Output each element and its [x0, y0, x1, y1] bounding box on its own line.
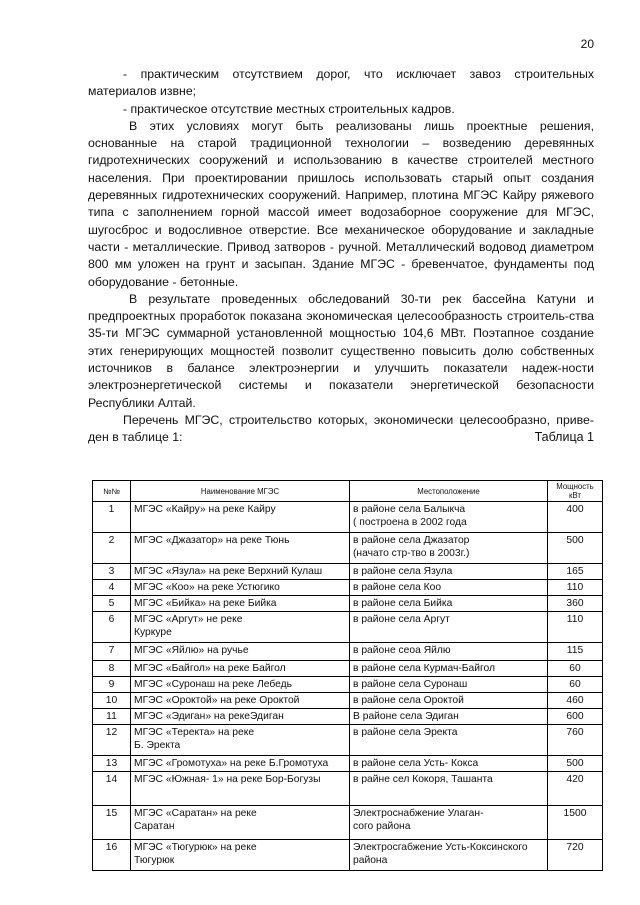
cell-location-line: в районе села Суронаш: [353, 679, 468, 690]
cell-location-line: в районе села Балыкча: [353, 504, 466, 515]
cell-location: [350, 725, 548, 756]
cell-name: [131, 533, 350, 564]
mhpp-table: [92, 480, 603, 871]
cell-name-line: МГЭС «Аргут» не реке: [134, 614, 243, 625]
cell-power: 420: [548, 772, 603, 806]
cell-name-line: МГЭС «Эдиган» на рекеЭдиган: [134, 711, 284, 722]
cell-location-line: в районе села Ороктой: [353, 695, 464, 706]
page-number: 20: [580, 37, 594, 51]
cell-name: [131, 564, 350, 580]
cell-location: [350, 564, 548, 580]
table-row: [93, 612, 603, 643]
cell-name-line: МГЭС «Кайру» на реке Кайру: [134, 504, 276, 515]
cell-location-line: района: [353, 855, 388, 866]
cell-power: 500: [548, 533, 603, 564]
cell-name-line: МГЭС «Тюгурюк» на реке: [134, 842, 257, 853]
table-row: [93, 564, 603, 580]
cell-name-line: МГЭС «Джазатор» на реке Тюнь: [134, 535, 290, 546]
cell-name-line: МГЭС «Саратан» на реке: [134, 808, 257, 819]
cell-location-line: в районе села Бийка: [353, 598, 453, 609]
cell-location-line: в районе села Язула: [353, 566, 453, 577]
cell-name: [131, 840, 350, 871]
table-row: [93, 661, 603, 677]
cell-name-line: МГЭС «Громотуха» на реке Б.Громотуха: [134, 758, 329, 769]
cell-location-line: в районе села Усть- Кокса: [353, 758, 479, 769]
cell-num: 12: [93, 725, 131, 756]
cell-location-line: в районе села Курмач-Байгол: [353, 663, 496, 674]
cell-power: 600: [548, 709, 603, 725]
header-power-line2: кВт: [569, 491, 581, 500]
cell-location-line: в районе сеоа Яйлю: [353, 645, 451, 656]
table-row: [93, 725, 603, 756]
cell-power: 760: [548, 725, 603, 756]
cell-num: 13: [93, 756, 131, 772]
cell-power: 460: [548, 693, 603, 709]
cell-power: 115: [548, 643, 603, 661]
cell-power: 60: [548, 677, 603, 693]
cell-location-line: в районе села Коо: [353, 582, 442, 593]
body-text: [88, 66, 594, 447]
cell-name-line: Саратан: [134, 821, 175, 832]
cell-name-line: Тюгурюк: [134, 855, 175, 866]
cell-name: [131, 772, 350, 806]
cell-location: [350, 643, 548, 661]
cell-power: 110: [548, 580, 603, 596]
cell-location: [350, 677, 548, 693]
cell-location: [350, 756, 548, 772]
cell-name: [131, 677, 350, 693]
table-row: [93, 596, 603, 612]
cell-name: [131, 502, 350, 533]
cell-location-line: Электросгабжение Усть-Коксинского: [353, 842, 528, 853]
cell-name-line: Б. Эректа: [134, 740, 181, 751]
cell-name-line: МГЭС «Суронаш на реке Лебедь: [134, 679, 292, 690]
cell-location-line: сого района: [353, 821, 411, 832]
table-row: [93, 643, 603, 661]
table-row: [93, 772, 603, 806]
cell-location: [350, 502, 548, 533]
cell-name-line: МГЭС «Ороктой» на реке Ороктой: [134, 695, 300, 706]
cell-num: 15: [93, 806, 131, 840]
cell-location: [350, 580, 548, 596]
cell-location-line: В районе села Эдиган: [353, 711, 459, 722]
cell-name-line: МГЭС «Коо» на реке Устюгико: [134, 582, 280, 593]
cell-power: 400: [548, 502, 603, 533]
cell-location: [350, 596, 548, 612]
cell-location: [350, 693, 548, 709]
paragraph: В результате проведенных обследований 30-ти рек бассейна Катуни и предпроектных проработок показана экономическая целесообразность строитель-ства 35-ти МГЭС суммарной установленной мощностью 104,6 МВт. Поэтапное создание этих генерирующих мощностей позволит существенно повысить долю собственных источников в балансе электроэнергии и улучшить показатели надеж-ности электроэнергетической системы и показатели энергетической безопасности Республики Алтай.: [88, 291, 594, 410]
cell-num: 9: [93, 677, 131, 693]
cell-name-line: МГЭС «Яйлю» на ручье: [134, 645, 249, 656]
cell-num: 11: [93, 709, 131, 725]
cell-location-line: в районе села Эректа: [353, 727, 458, 738]
cell-num: 10: [93, 693, 131, 709]
cell-location-line: в районе села Аргут: [353, 614, 450, 625]
cell-name: [131, 725, 350, 756]
cell-name-line: МГЭС «Язула» на реке Верхний Кулаш: [134, 566, 323, 577]
cell-name: [131, 693, 350, 709]
cell-power: 360: [548, 596, 603, 612]
header-location: Местоположение: [350, 481, 548, 502]
cell-location-line: в райне сел Кокоря, Ташанта: [353, 774, 493, 785]
cell-name: [131, 806, 350, 840]
table-row: [93, 580, 603, 596]
cell-location: [350, 772, 548, 806]
cell-location-line: в районе села Джазатор: [353, 535, 470, 546]
header-power: [548, 481, 603, 502]
cell-num: 8: [93, 661, 131, 677]
table-row: [93, 533, 603, 564]
cell-power: 60: [548, 661, 603, 677]
cell-name-line: МГЭС «Теректа» на реке: [134, 727, 255, 738]
cell-power: 165: [548, 564, 603, 580]
table-row: [93, 709, 603, 725]
paragraph: - практическим отсутствием дорог, что исключает завоз строительных материалов извне;: [88, 67, 594, 99]
cell-location: [350, 661, 548, 677]
cell-location: [350, 806, 548, 840]
table-header-row: [93, 481, 603, 502]
cell-num: 16: [93, 840, 131, 871]
table-row: [93, 840, 603, 871]
cell-location-line: ( построена в 2002 года: [353, 517, 467, 528]
table-caption: Таблица 1: [534, 430, 594, 444]
cell-name-line: МГЭС «Байгол» на реке Байгол: [134, 663, 286, 674]
cell-name: [131, 709, 350, 725]
cell-power: 1500: [548, 806, 603, 840]
cell-location: [350, 612, 548, 643]
cell-name-line: МГЭС «Бийка» на реке Бийка: [134, 598, 277, 609]
cell-name: [131, 596, 350, 612]
paragraph: - практическое отсутствие местных строительных кадров.: [123, 101, 455, 116]
cell-num: 2: [93, 533, 131, 564]
header-power-line1: Мощность: [556, 482, 594, 491]
table-row: [93, 677, 603, 693]
cell-location: [350, 533, 548, 564]
cell-num: 1: [93, 502, 131, 533]
cell-power: 110: [548, 612, 603, 643]
cell-name-line: Куркуре: [134, 627, 172, 638]
cell-name: [131, 661, 350, 677]
header-num: №№: [93, 481, 131, 502]
header-name: Наименование МГЭС: [131, 481, 350, 502]
cell-num: 4: [93, 580, 131, 596]
cell-name: [131, 756, 350, 772]
cell-num: 14: [93, 772, 131, 806]
cell-location-line: (начато стр-тво в 2003г.): [353, 548, 470, 559]
cell-name: [131, 580, 350, 596]
cell-name-line: МГЭС «Южная- 1» на реке Бор-Богузы: [134, 774, 321, 785]
cell-name: [131, 612, 350, 643]
cell-num: 6: [93, 612, 131, 643]
cell-num: 5: [93, 596, 131, 612]
cell-num: 7: [93, 643, 131, 661]
cell-power: 500: [548, 756, 603, 772]
table-row: [93, 806, 603, 840]
table-row: [93, 756, 603, 772]
cell-power: 720: [548, 840, 603, 871]
table-row: [93, 693, 603, 709]
table-row: [93, 502, 603, 533]
cell-location: [350, 709, 548, 725]
cell-name: [131, 643, 350, 661]
cell-location-line: Электроснабжение Улаган-: [353, 808, 484, 819]
cell-location: [350, 840, 548, 871]
paragraph: Перечень МГЭС, строительство которых, экономически целесообразно, приве-ден в таблице 1:: [88, 412, 594, 445]
paragraph: В этих условиях могут быть реализованы лишь проектные решения, основанные на старой традиционной технологии – возведению деревянных гидротехнических сооружений и использованию в качестве строителей местного населения. При проектировании пришлось использовать старый опыт создания деревянных гидротехнических сооружений. Например, плотина МГЭС Кайру ряжевого типа с заполнением горной массой имеет водозаборное сооружение для МГЭС, шугосброс и водосливное отверстие. Все механическое оборудование и закладные части - металлические. Привод затворов - ручной. Металлический водовод диаметром 800 мм уложен на грунт и засыпан. Здание МГЭС - бревенчатое, фундаменты под оборудование - бетонные.: [88, 118, 594, 289]
cell-num: 3: [93, 564, 131, 580]
